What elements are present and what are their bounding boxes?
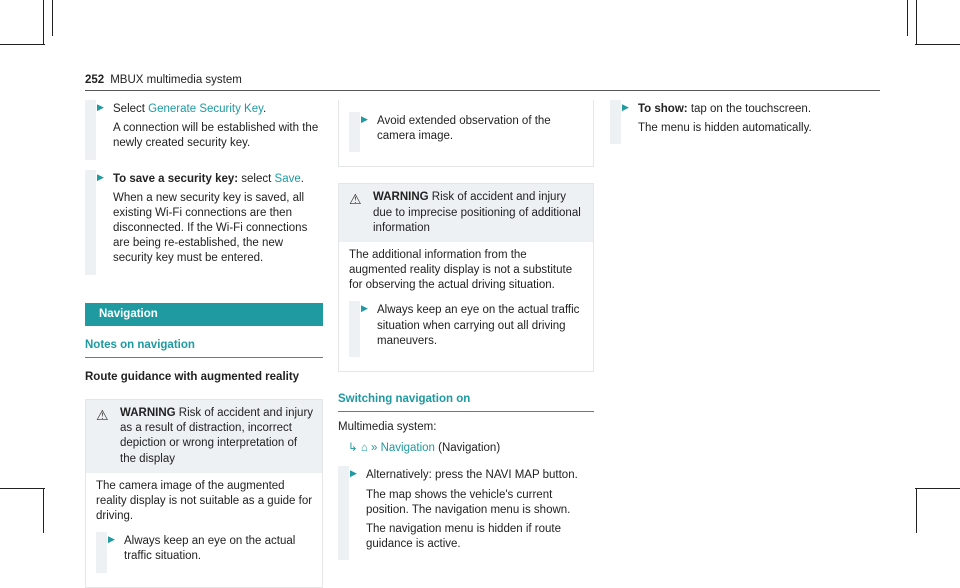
crop-mark bbox=[52, 0, 53, 36]
page-header-title: MBUX multimedia system bbox=[110, 74, 242, 86]
topic-heading: Route guidance with augmented reality bbox=[85, 370, 300, 383]
step-arrow-icon: ▶ bbox=[361, 114, 368, 124]
step-arrow-icon: ▶ bbox=[622, 102, 629, 112]
instruction-step: ▶ Always keep an eye on the actual traffic situation when carrying out all driving maneuvers. bbox=[349, 301, 585, 357]
section-title: Navigation bbox=[85, 303, 323, 326]
column-2 bbox=[338, 100, 594, 570]
warning-box bbox=[338, 183, 594, 372]
warning-label: WARNING bbox=[373, 191, 429, 204]
submenu-arrow-icon: ↳ bbox=[348, 442, 358, 455]
crop-mark bbox=[43, 488, 44, 533]
warning-text: The camera image of the augmented reality display is not suitable as a guide for driving. bbox=[96, 479, 313, 523]
instruction-step: ▶ Select Generate Security Key. A connection will be established with the newly created security key. bbox=[85, 100, 323, 160]
warning-label: WARNING bbox=[120, 407, 176, 420]
navigation-link[interactable]: Navigation bbox=[380, 442, 435, 455]
warning-text: The additional information from the augmented reality display is not a substitute for observing the actual driving situation. bbox=[349, 248, 573, 292]
crop-mark bbox=[916, 488, 917, 533]
instruction-step: ▶ To save a security key: select Save. When a new security key is saved, all existing Wi-Fi connections are then disconnected. If the Wi-Fi connections are being re-established, the new security key must be entered. bbox=[85, 170, 323, 275]
save-link[interactable]: Save bbox=[274, 172, 301, 185]
instruction-step: ▶ Avoid extended observation of the camera image. bbox=[349, 112, 585, 152]
crop-mark bbox=[907, 0, 908, 36]
warning-box-continued bbox=[338, 100, 594, 167]
warning-title: Risk of accident and injury due to imprecise positioning of additional information bbox=[373, 191, 581, 234]
crop-mark bbox=[43, 0, 44, 45]
warning-triangle-icon: ⚠ bbox=[96, 407, 109, 424]
column-3 bbox=[610, 100, 850, 154]
step-arrow-icon: ▶ bbox=[361, 303, 368, 314]
generate-security-key-link[interactable]: Generate Security Key bbox=[148, 103, 264, 115]
crop-mark bbox=[915, 44, 960, 45]
warning-box bbox=[85, 399, 323, 588]
breadcrumb: ↳ ⌂ » Navigation (Navigation) bbox=[348, 442, 501, 455]
step-arrow-icon: ▶ bbox=[97, 102, 104, 112]
crop-mark bbox=[0, 488, 45, 489]
instruction-step: ▶ Alternatively: press the NAVI MAP button. The map shows the vehicle's current position. The navigation menu is shown. The navigation menu is hidden if route guidance is active. bbox=[338, 466, 594, 560]
double-chevron-icon: » bbox=[371, 442, 378, 455]
page-number: 252 bbox=[85, 74, 105, 86]
crop-mark bbox=[915, 488, 960, 489]
column-1 bbox=[85, 100, 323, 588]
step-text: A connection will be established with the newly created security key. bbox=[113, 122, 319, 150]
warning-triangle-icon: ⚠ bbox=[349, 191, 362, 208]
home-icon[interactable]: ⌂ bbox=[360, 442, 368, 455]
crop-mark bbox=[916, 0, 917, 45]
instruction-step: ▶ To show: tap on the touchscreen. The menu is hidden automatically. bbox=[610, 100, 850, 144]
step-arrow-icon: ▶ bbox=[108, 534, 115, 545]
subsection-title: Notes on navigation bbox=[85, 338, 323, 358]
step-arrow-icon: ▶ bbox=[97, 171, 104, 182]
step-arrow-icon: ▶ bbox=[350, 468, 357, 479]
intro-text: Multimedia system: bbox=[338, 421, 437, 434]
subsection-title: Switching navigation on bbox=[338, 392, 594, 412]
crop-mark bbox=[0, 44, 45, 45]
instruction-step: ▶ Always keep an eye on the actual traffic situation. bbox=[96, 532, 314, 572]
header-divider bbox=[85, 90, 880, 91]
page-header bbox=[85, 73, 242, 88]
warning-title: Risk of accident and injury as a result of distraction, incorrect depiction or wrong interpretation of the display bbox=[120, 407, 314, 465]
step-text: When a new security key is saved, all existing Wi-Fi connections are then disconnected. If the Wi-Fi connections are being re-established, the new security key must be entered. bbox=[113, 191, 308, 265]
